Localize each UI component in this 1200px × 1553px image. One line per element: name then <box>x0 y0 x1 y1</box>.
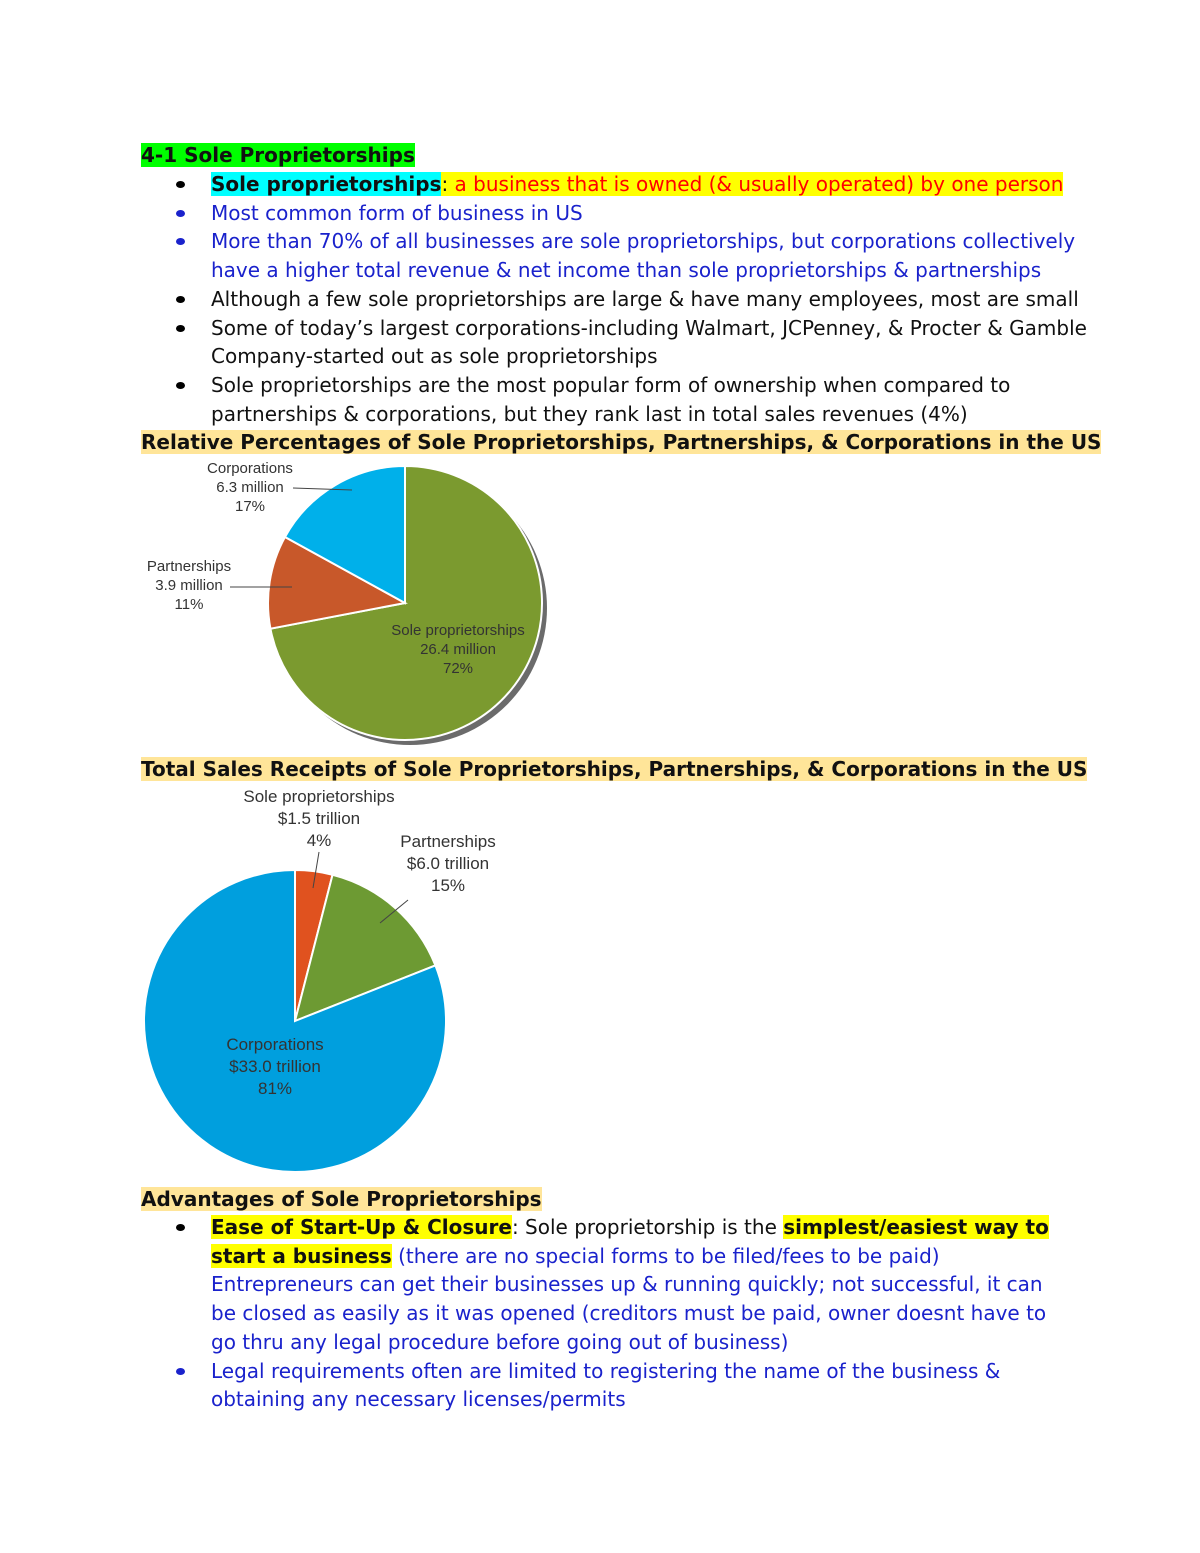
term-separator: : <box>441 172 449 196</box>
list-item <box>211 371 1091 428</box>
list-item <box>211 1213 1071 1357</box>
label-partnerships: Partnerships 3.9 million 11% <box>146 558 232 613</box>
bullet-icon <box>176 382 185 389</box>
bullet-icon <box>176 210 185 217</box>
label-corporations: Corporations 6.3 million 17% <box>207 460 293 515</box>
bullet-icon <box>176 1224 185 1231</box>
list-text: Some of today’s largest corporations-including Walmart, JCPenney, & Procter & Gamble Company-started out as sole proprietorships <box>211 315 1087 369</box>
chart1-heading <box>141 428 1101 456</box>
label-corporations: Corporations $33.0 trillion 81% <box>226 1035 324 1098</box>
bullet-icon <box>176 181 185 188</box>
sole-proprietorships-list <box>211 170 1091 428</box>
term: Sole proprietorships <box>211 172 442 196</box>
label-sole-proprietorships: Sole proprietorships 26.4 million 72% <box>391 622 525 677</box>
advantages-list <box>211 1213 1071 1414</box>
definition: a business that is owned (& usually operated) by one person <box>454 172 1064 196</box>
section-heading-sole-proprietorships <box>141 141 415 169</box>
plain-text: Sole proprietorship is the <box>518 1215 784 1239</box>
bullet-icon <box>176 238 185 245</box>
list-text: Most common form of business in US <box>211 200 583 225</box>
ownership-count-pie-chart <box>0 455 600 755</box>
label-partnerships: Partnerships $6.0 trillion 15% <box>400 832 496 895</box>
bullet-icon <box>176 325 185 332</box>
list-item <box>211 170 1091 199</box>
list-text: More than 70% of all businesses are sole proprietorships, but corporations collectively have a higher total revenue & net income than sole proprietorships & partnerships <box>211 229 1076 283</box>
chart2-heading <box>141 755 1087 783</box>
list-text: Although a few sole proprietorships are large & have many employees, most are small <box>211 286 1079 311</box>
list-item <box>211 199 1091 228</box>
highlighted-text: simplest/easiest way to start a business <box>211 1215 1049 1268</box>
heading-text: 4-1 Sole Proprietorships <box>141 143 415 167</box>
bullet-icon <box>176 296 185 303</box>
term-separator: : <box>511 1215 519 1239</box>
list-text: Sole proprietorships are the most popular form of ownership when compared to partnerships & corporations, but they rank last in total sales revenues (4%) <box>211 372 1011 426</box>
term: Ease of Start-Up & Closure <box>211 1215 512 1239</box>
bullet-icon <box>176 1368 185 1375</box>
section-heading-advantages <box>141 1185 542 1213</box>
list-item <box>211 314 1091 371</box>
label-sole-proprietorships: Sole proprietorships $1.5 trillion 4% <box>243 787 395 850</box>
list-text: Legal requirements often are limited to registering the name of the business & obtaining any necessary licenses/permits <box>211 1358 1001 1412</box>
sales-receipts-pie-chart <box>0 780 600 1180</box>
list-text: (there are no special forms to be filed/fees to be paid) Entrepreneurs can get their businesses up & running quickly; not successful, it can be closed as easily as it was opened (creditors must be paid, owner doesnt have to go thru any legal procedure before going out of business) <box>211 1243 1047 1354</box>
list-item <box>211 285 1091 314</box>
heading-text: Advantages of Sole Proprietorships <box>141 1187 542 1211</box>
list-item <box>211 227 1091 284</box>
chart1-title: Relative Percentages of Sole Proprietorships, Partnerships, & Corporations in the US <box>141 430 1102 454</box>
chart2-title: Total Sales Receipts of Sole Proprietorships, Partnerships, & Corporations in the US <box>141 757 1088 781</box>
list-item <box>211 1357 1071 1414</box>
